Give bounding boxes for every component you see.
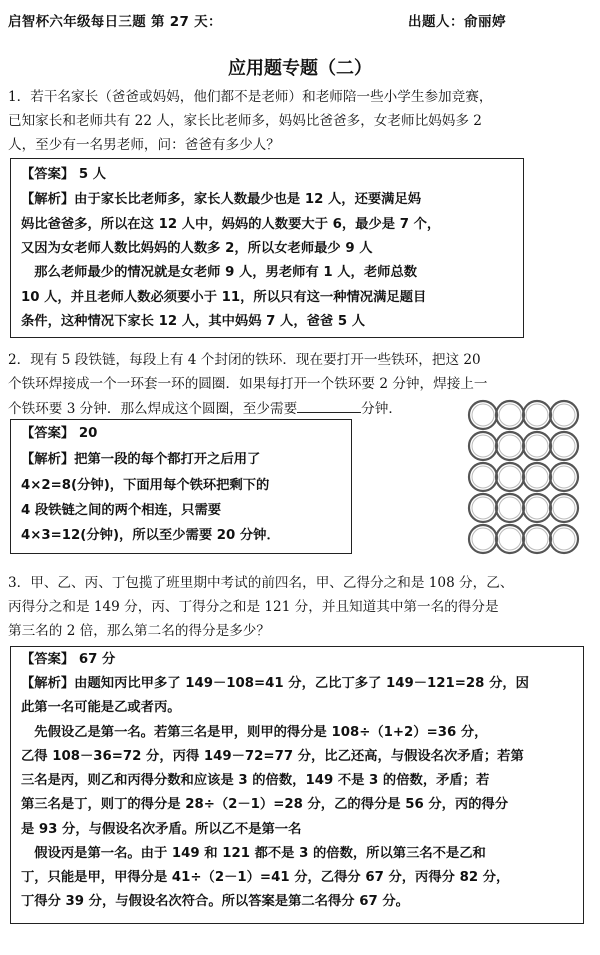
chain-ring [523,432,551,460]
chain-ring-inner [526,404,548,426]
chain-ring-inner [472,466,494,488]
chain-ring-inner [499,528,521,550]
chain-ring-inner [472,404,494,426]
q1-analysis-4: 那么老师最少的情况就是女老师 9 人，男老师有 1 人，老师总数 [21,265,418,280]
header-right: 出题人：俞丽婷 [408,14,506,30]
chain-ring [469,525,497,553]
chain-ring-inner [553,404,575,426]
chain-ring-inner [499,435,521,457]
chain-ring [469,432,497,460]
chain-rings-figure [465,398,593,560]
chain-ring [496,463,524,491]
q2-line-3-after: 分钟． [361,401,402,417]
chain-ring [496,432,524,460]
q2-line-3 [8,398,402,419]
page-title: 应用题专题（二） [228,58,372,79]
chain-ring-inner [472,435,494,457]
chain-ring-inner [553,528,575,550]
chain-ring [496,401,524,429]
q3-analysis-8: 假设丙是第一名。由于 149 和 121 都不是 3 的倍数，所以第三名不是乙和 [21,846,486,861]
chain-ring [550,401,578,429]
q2-analysis-3: 4 段铁链之间的两个相连，只需要 [21,503,222,518]
chain-ring-inner [526,497,548,519]
q2-line-1: 2．现有 5 段铁链，每段上有 4 个封闭的铁环．现在要打开一些铁环，把这 20 [8,352,481,368]
q1-answer: 【答案】 5 人 [21,167,106,182]
q1-analysis-1: 【解析】由于家长比老师多，家长人数最少也是 12 人，还要满足妈 [21,192,422,207]
q1-analysis-5: 10 人，并且老师人数必须要小于 11，所以只有这一种情况满足题目 [21,290,427,305]
q3-analysis-2: 此第一名可能是乙或者丙。 [21,700,181,715]
chain-ring [496,525,524,553]
answer-box-2 [10,419,352,554]
chain-ring-inner [553,497,575,519]
q3-analysis-9: 丁，只能是甲，甲得分是 41÷（2－1）=41 分，乙得分 67 分，丙得分 82 分， [21,870,510,885]
q1-analysis-3: 又因为女老师人数比妈妈的人数多 2，所以女老师最少 9 人 [21,241,373,256]
chain-ring-inner [526,528,548,550]
q2-analysis-1: 【解析】把第一段的每个都打开之后用了 [21,452,261,467]
chain-ring-inner [472,497,494,519]
answer-blank [297,398,361,413]
q1-analysis-2: 妈比爸爸多，所以在这 12 人中，妈妈的人数要大于 6，最少是 7 个， [21,217,441,232]
answer-box-1 [10,158,524,338]
q3-line-2: 丙得分之和是 149 分，丙、丁得分之和是 121 分，并且知道其中第一名的得分是 [8,599,499,615]
chain-ring [550,432,578,460]
chain-ring [523,494,551,522]
chain-ring [523,525,551,553]
chain-ring [469,463,497,491]
chain-ring [550,463,578,491]
q3-analysis-5: 三名是丙，则乙和丙得分数和应该是 3 的倍数，149 不是 3 的倍数，矛盾；若 [21,773,490,788]
q3-analysis-4: 乙得 108－36=72 分，丙得 149－72=77 分，比乙还高，与假设名次矛盾；若第 [21,749,524,764]
q1-analysis-6: 条件，这种情况下家长 12 人，其中妈妈 7 人，爸爸 5 人 [21,314,366,329]
chain-ring-inner [526,435,548,457]
q3-analysis-3: 先假设乙是第一名。若第三名是甲，则甲的得分是 108÷（1+2）=36 分， [21,725,488,740]
chain-ring [523,463,551,491]
q3-answer: 【答案】 67 分 [21,652,116,667]
q2-answer: 【答案】 20 [21,426,98,441]
chain-ring-inner [526,466,548,488]
chain-ring-inner [472,528,494,550]
answer-box-3 [10,646,584,924]
q3-analysis-6: 第三名是丁，则丁的得分是 28÷（2－1）=28 分，乙的得分是 56 分，丙的得分 [21,797,509,812]
chain-ring-inner [553,435,575,457]
q3-line-1: 3．甲、乙、丙、丁包揽了班里期中考试的前四名，甲、乙得分之和是 108 分，乙、 [8,575,514,591]
chain-ring [550,494,578,522]
chain-ring-inner [499,466,521,488]
chain-ring [496,494,524,522]
q3-analysis-1: 【解析】由题知丙比甲多了 149－108=41 分，乙比丁多了 149－121=28 分，因 [21,676,529,691]
chain-ring [469,401,497,429]
chain-ring-inner [499,497,521,519]
q3-analysis-10: 丁得分 39 分，与假设名次符合。所以答案是第二名得分 67 分。 [21,894,409,909]
q1-line-2: 已知家长和老师共有 22 人，家长比老师多，妈妈比爸爸多，女老师比妈妈多 2 [8,113,482,129]
q3-line-3: 第三名的 2 倍，那么第二名的得分是多少？ [8,623,270,639]
chain-ring [523,401,551,429]
chain-ring [550,525,578,553]
q1-line-3: 人，至少有一名男老师，问：爸爸有多少人？ [8,137,280,153]
q2-line-3-before: 个铁环要 3 分钟．那么焊成这个圆圈，至少需要 [8,401,298,417]
chain-ring-inner [553,466,575,488]
q2-analysis-2: 4×2=8(分钟)，下面用每个铁环把剩下的 [21,478,270,493]
q2-analysis-4: 4×3=12(分钟)，所以至少需要 20 分钟． [21,528,280,543]
q1-line-1: 1．若干名家长（爸爸或妈妈，他们都不是老师）和老师陪一些小学生参加竞赛， [8,89,493,105]
q2-line-2: 个铁环焊接成一个一环套一环的圆圈．如果每打开一个铁环要 2 分钟，焊接上一 [8,376,488,392]
q3-analysis-7: 是 93 分，与假设名次矛盾。所以乙不是第一名 [21,822,302,837]
chain-ring [469,494,497,522]
header-left: 启智杯六年级每日三题 第 27 天： [8,14,222,30]
chain-ring-inner [499,404,521,426]
